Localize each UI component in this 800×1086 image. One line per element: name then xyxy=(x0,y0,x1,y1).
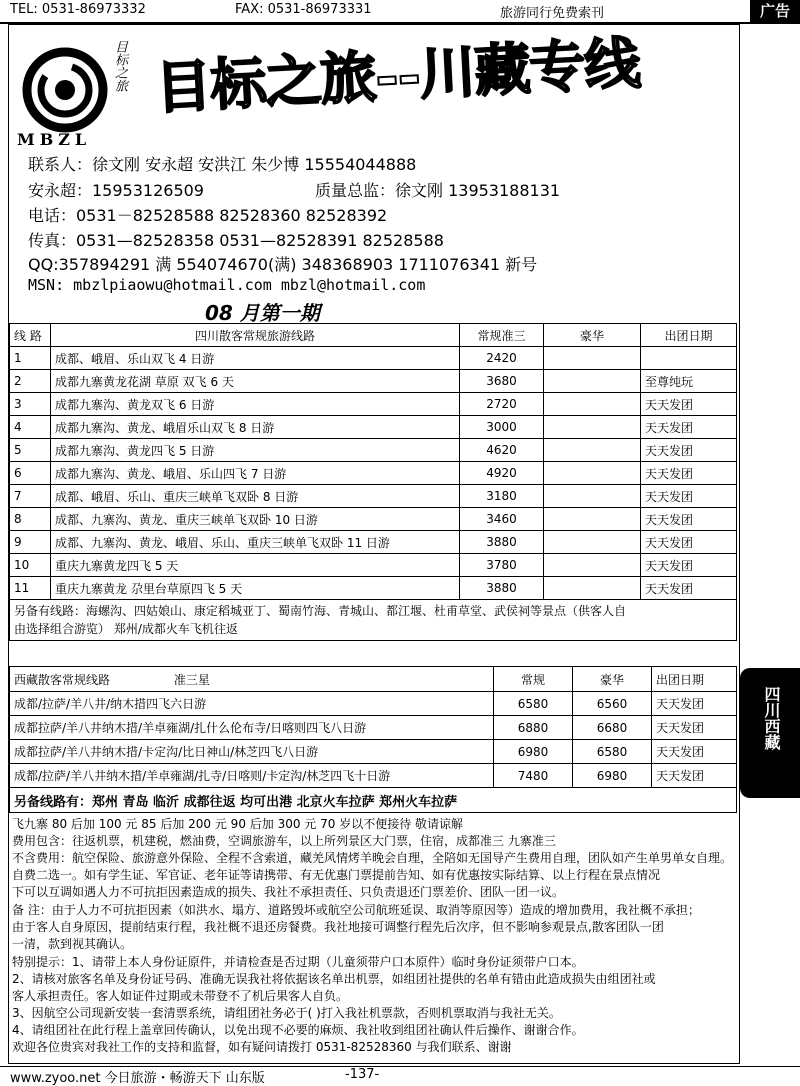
cell-luxury: 6560 xyxy=(573,692,652,716)
header-fax: FAX: 0531-86973331 xyxy=(235,2,372,17)
footer-site: www.zyoo.net 今日旅游・畅游天下 山东版 xyxy=(10,1071,265,1086)
cell-luxury xyxy=(544,577,641,600)
cell-price: 4920 xyxy=(460,462,544,485)
side-tab-label: 四川西藏 xyxy=(762,686,781,750)
cell-no: 2 xyxy=(10,370,51,393)
cell-route: 成都、九寨沟、黄龙、峨眉、乐山、重庆三峡单飞双卧 11 日游 xyxy=(51,531,460,554)
header-cell: 常规 xyxy=(494,667,573,692)
header-cell: 豪华 xyxy=(544,324,641,347)
sichuan-route-table xyxy=(9,323,737,641)
cell-date: 天天发团 xyxy=(652,740,737,764)
tibet-extra-row xyxy=(10,788,737,813)
ad-label: 广告 xyxy=(750,0,800,22)
cell-date: 天天发团 xyxy=(652,692,737,716)
cell-route: 成都九寨沟、黄龙、峨眉、乐山四飞 7 日游 xyxy=(51,462,460,485)
cell-date: 天天发团 xyxy=(641,531,737,554)
cell-date: 天天发团 xyxy=(641,393,737,416)
note-line: 特别提示：1、请带上本人身份证原件，并请检查是否过期（儿童须带户口本原件）临时身份证须带户口本。 xyxy=(12,955,584,969)
cell-date: 天天发团 xyxy=(641,554,737,577)
table-row xyxy=(10,740,737,764)
cell-price: 4620 xyxy=(460,439,544,462)
cell-date: 天天发团 xyxy=(641,577,737,600)
table-row xyxy=(10,485,737,508)
cell-price: 2720 xyxy=(460,393,544,416)
side-tab xyxy=(740,668,800,798)
cell-no: 11 xyxy=(10,577,51,600)
cell-date: 天天发团 xyxy=(652,716,737,740)
table-row xyxy=(10,764,737,788)
note-line: 下可以互调如遇人力不可抗拒因素造成的损失、我社不承担责任、只负责退还门票差价、团队一团一议。 xyxy=(12,885,565,899)
cell-no: 8 xyxy=(10,508,51,531)
header-cell: 四川散客常规旅游线路 xyxy=(51,324,460,347)
table-row xyxy=(10,393,737,416)
cell-luxury xyxy=(544,554,641,577)
cell-route: 成都拉萨/羊八井纳木措/卡定沟/比日神山/林芝四飞八日游 xyxy=(10,740,494,764)
cell-route: 成都九寨沟、黄龙四飞 5 日游 xyxy=(51,439,460,462)
table-row xyxy=(10,531,737,554)
cell-date: 天天发团 xyxy=(641,439,737,462)
cell-no: 3 xyxy=(10,393,51,416)
cell-price: 3460 xyxy=(460,508,544,531)
note-line: 3、因航空公司现新安装一套清票系统，请组团社务必于( )打入我社机票款，否则机票取消与我社无关。 xyxy=(12,1006,561,1020)
cell-luxury xyxy=(544,531,641,554)
header-tel: TEL: 0531-86973332 xyxy=(10,2,146,17)
mbzl-logo-icon xyxy=(15,45,125,155)
cell-route: 成都九寨沟、黄龙双飞 6 日游 xyxy=(51,393,460,416)
cell-luxury xyxy=(544,439,641,462)
cell-luxury xyxy=(544,462,641,485)
cell-luxury xyxy=(544,508,641,531)
note-line: 2、请核对旅客名单及身份证号码、准确无误我社将依据该名单出机票，如组团社提供的名单有错由此造成损失由组团社或 xyxy=(12,972,656,986)
cell-route: 成都/拉萨/羊八井/纳木措四飞六日游 xyxy=(10,692,494,716)
cell-no: 10 xyxy=(10,554,51,577)
table-row xyxy=(10,577,737,600)
cell-no: 5 xyxy=(10,439,51,462)
issue-title: 08 月第一期 xyxy=(205,301,320,325)
table-row xyxy=(10,347,737,370)
table-row xyxy=(10,692,737,716)
extra-routes-row xyxy=(10,600,737,641)
contact-line-1: 联系人：徐文刚 安永超 安洪江 朱少博 15554044888 xyxy=(28,155,417,174)
cell-price: 3180 xyxy=(460,485,544,508)
header-cell: 常规准三 xyxy=(460,324,544,347)
cell-luxury xyxy=(544,347,641,370)
cell-luxury xyxy=(544,393,641,416)
cell-route: 成都拉萨/羊八井纳木措/羊卓雍湖/扎什么伦布寺/日喀则四飞八日游 xyxy=(10,716,494,740)
table-row xyxy=(10,370,737,393)
table-header-row xyxy=(10,324,737,347)
logo-letters: MBZL xyxy=(17,130,92,149)
header-cell: 出团日期 xyxy=(641,324,737,347)
banner-title: 目标之旅--川藏专线 xyxy=(153,30,642,122)
cell-price: 3880 xyxy=(460,531,544,554)
note-line: 一清，款到视其确认。 xyxy=(12,937,133,951)
cell-luxury xyxy=(544,416,641,439)
note-line: 由于客人自身原因，提前结束行程，我社概不退还房餐费。我社地接可调整行程先后次序，但不影响参观景点,散客团队一团 xyxy=(12,920,664,934)
table-row xyxy=(10,716,737,740)
table-row xyxy=(10,462,737,485)
header-cell: 豪华 xyxy=(573,667,652,692)
cell-price: 3680 xyxy=(460,370,544,393)
contact-phone: 电话：0531－82528588 82528360 82528392 xyxy=(28,206,388,225)
table-row xyxy=(10,554,737,577)
note-line: 备 注：由于人力不可抗拒因素（如洪水、塌方、道路毁坏或航空公司航班延误、取消等原因等）造成的增加费用，我社概不承担； xyxy=(12,903,700,917)
cell-route: 成都、峨眉、乐山、重庆三峡单飞双卧 8 日游 xyxy=(51,485,460,508)
cell-price: 3880 xyxy=(460,577,544,600)
header-cell: 出团日期 xyxy=(652,667,737,692)
contact-line-2b: 质量总监：徐文刚 13953188131 xyxy=(315,181,561,200)
contact-line-2a: 安永超：15953126509 xyxy=(28,181,204,200)
cell-route: 成都九寨沟、黄龙、峨眉乐山双飞 8 日游 xyxy=(51,416,460,439)
extra-routes-line-2: 由选择组合游览） 郑州/成都火车飞机往返 xyxy=(14,622,238,636)
table-header-row xyxy=(10,667,737,692)
cell-no: 1 xyxy=(10,347,51,370)
cell-date xyxy=(641,347,737,370)
header-cell: 线 路 xyxy=(10,324,51,347)
note-line: 自费二选一。如有学生证、军官证、老年证等请携带、有无优惠门票提前告知、如有优惠按实际结算、以上行程在景点情况 xyxy=(12,868,661,882)
cell-route: 成都、峨眉、乐山双飞 4 日游 xyxy=(51,347,460,370)
cell-date: 天天发团 xyxy=(641,416,737,439)
cell-price: 6880 xyxy=(494,716,573,740)
cell-route: 重庆九寨黄龙四飞 5 天 xyxy=(51,554,460,577)
note-line: 飞九寨 80 后加 100 元 85 后加 200 元 90 后加 300 元 70 岁以不便接待 敬请谅解 xyxy=(12,817,464,831)
note-line: 费用包含：往返机票，机建税，燃油费，空调旅游车，以上所列景区大门票，住宿，成都准三 九寨准三 xyxy=(12,834,556,848)
header-cell xyxy=(10,667,494,692)
table-row xyxy=(10,508,737,531)
cell-route: 重庆九寨黄龙 尕里台草原四飞 5 天 xyxy=(51,577,460,600)
header-cell-label: 准三星 xyxy=(173,672,210,687)
contact-fax: 传真：0531—82528358 0531—82528391 82528588 xyxy=(28,231,444,250)
cell-date: 天天发团 xyxy=(652,764,737,788)
cell-price: 7480 xyxy=(494,764,573,788)
cell-date: 至尊纯玩 xyxy=(641,370,737,393)
cell-luxury xyxy=(544,370,641,393)
table-row xyxy=(10,439,737,462)
cell-date: 天天发团 xyxy=(641,485,737,508)
cell-luxury: 6580 xyxy=(573,740,652,764)
tibet-extra-routes: 另备线路有：郑州 青岛 临沂 成都往返 均可出港 北京火车拉萨 郑州火车拉萨 xyxy=(10,788,737,813)
contact-qq: QQ:357894291 满 554074670(满) 348368903 1711076341 新号 xyxy=(28,255,538,274)
note-line: 不含费用：航空保险、旅游意外保险、全程不含索道，藏羌风情烤羊晚会自理，全陪如无国导产生费用自理，团队如产生单男单女自理。 xyxy=(12,851,733,865)
cell-no: 7 xyxy=(10,485,51,508)
footer xyxy=(0,1066,800,1084)
cell-no: 4 xyxy=(10,416,51,439)
note-line: 欢迎各位贵宾对我社工作的支持和监督，如有疑问请拨打 0531-82528360 与我们联系、谢谢 xyxy=(12,1040,512,1054)
cell-no: 9 xyxy=(10,531,51,554)
cell-date: 天天发团 xyxy=(641,508,737,531)
header-cell-label: 西藏散客常规线路 xyxy=(14,672,111,687)
cell-price: 6980 xyxy=(494,740,573,764)
cell-luxury: 6680 xyxy=(573,716,652,740)
cell-price: 2420 xyxy=(460,347,544,370)
contact-msn: MSN: mbzlpiaowu@hotmail.com mbzl@hotmail.com xyxy=(28,276,426,294)
header-tagline: 旅游同行免费索刊 xyxy=(500,6,605,21)
cell-route: 成都、九寨沟、黄龙、重庆三峡单飞双卧 10 日游 xyxy=(51,508,460,531)
cell-luxury xyxy=(544,485,641,508)
cell-date: 天天发团 xyxy=(641,462,737,485)
cell-route: 成都/拉萨/羊八井纳木措/羊卓雍湖/扎寺/日喀则/卡定沟/林芝四飞十日游 xyxy=(10,764,494,788)
table-row xyxy=(10,416,737,439)
cell-price: 3780 xyxy=(460,554,544,577)
cell-price: 3000 xyxy=(460,416,544,439)
note-line: 客人承担责任。客人如证件过期或未带登不了机后果客人自负。 xyxy=(12,989,349,1003)
logo-vertical-text: 目标之旅 xyxy=(112,40,127,92)
cell-no: 6 xyxy=(10,462,51,485)
note-line: 4、请组团社在此行程上盖章回传确认，以免出现不必要的麻烦、我社收到组团社确认件后操作、谢谢合作。 xyxy=(12,1023,584,1037)
tibet-route-table xyxy=(9,666,737,813)
cell-price: 6580 xyxy=(494,692,573,716)
footer-page: -137- xyxy=(345,1067,380,1082)
extra-routes-line-1: 另备有线路：海螺沟、四姑娘山、康定稻城亚丁、蜀南竹海、青城山、都江堰、杜甫草堂、武侯祠等景点（供客人自 xyxy=(14,604,627,618)
cell-route: 成都九寨黄龙花湖 草原 双飞 6 天 xyxy=(51,370,460,393)
cell-luxury: 6980 xyxy=(573,764,652,788)
